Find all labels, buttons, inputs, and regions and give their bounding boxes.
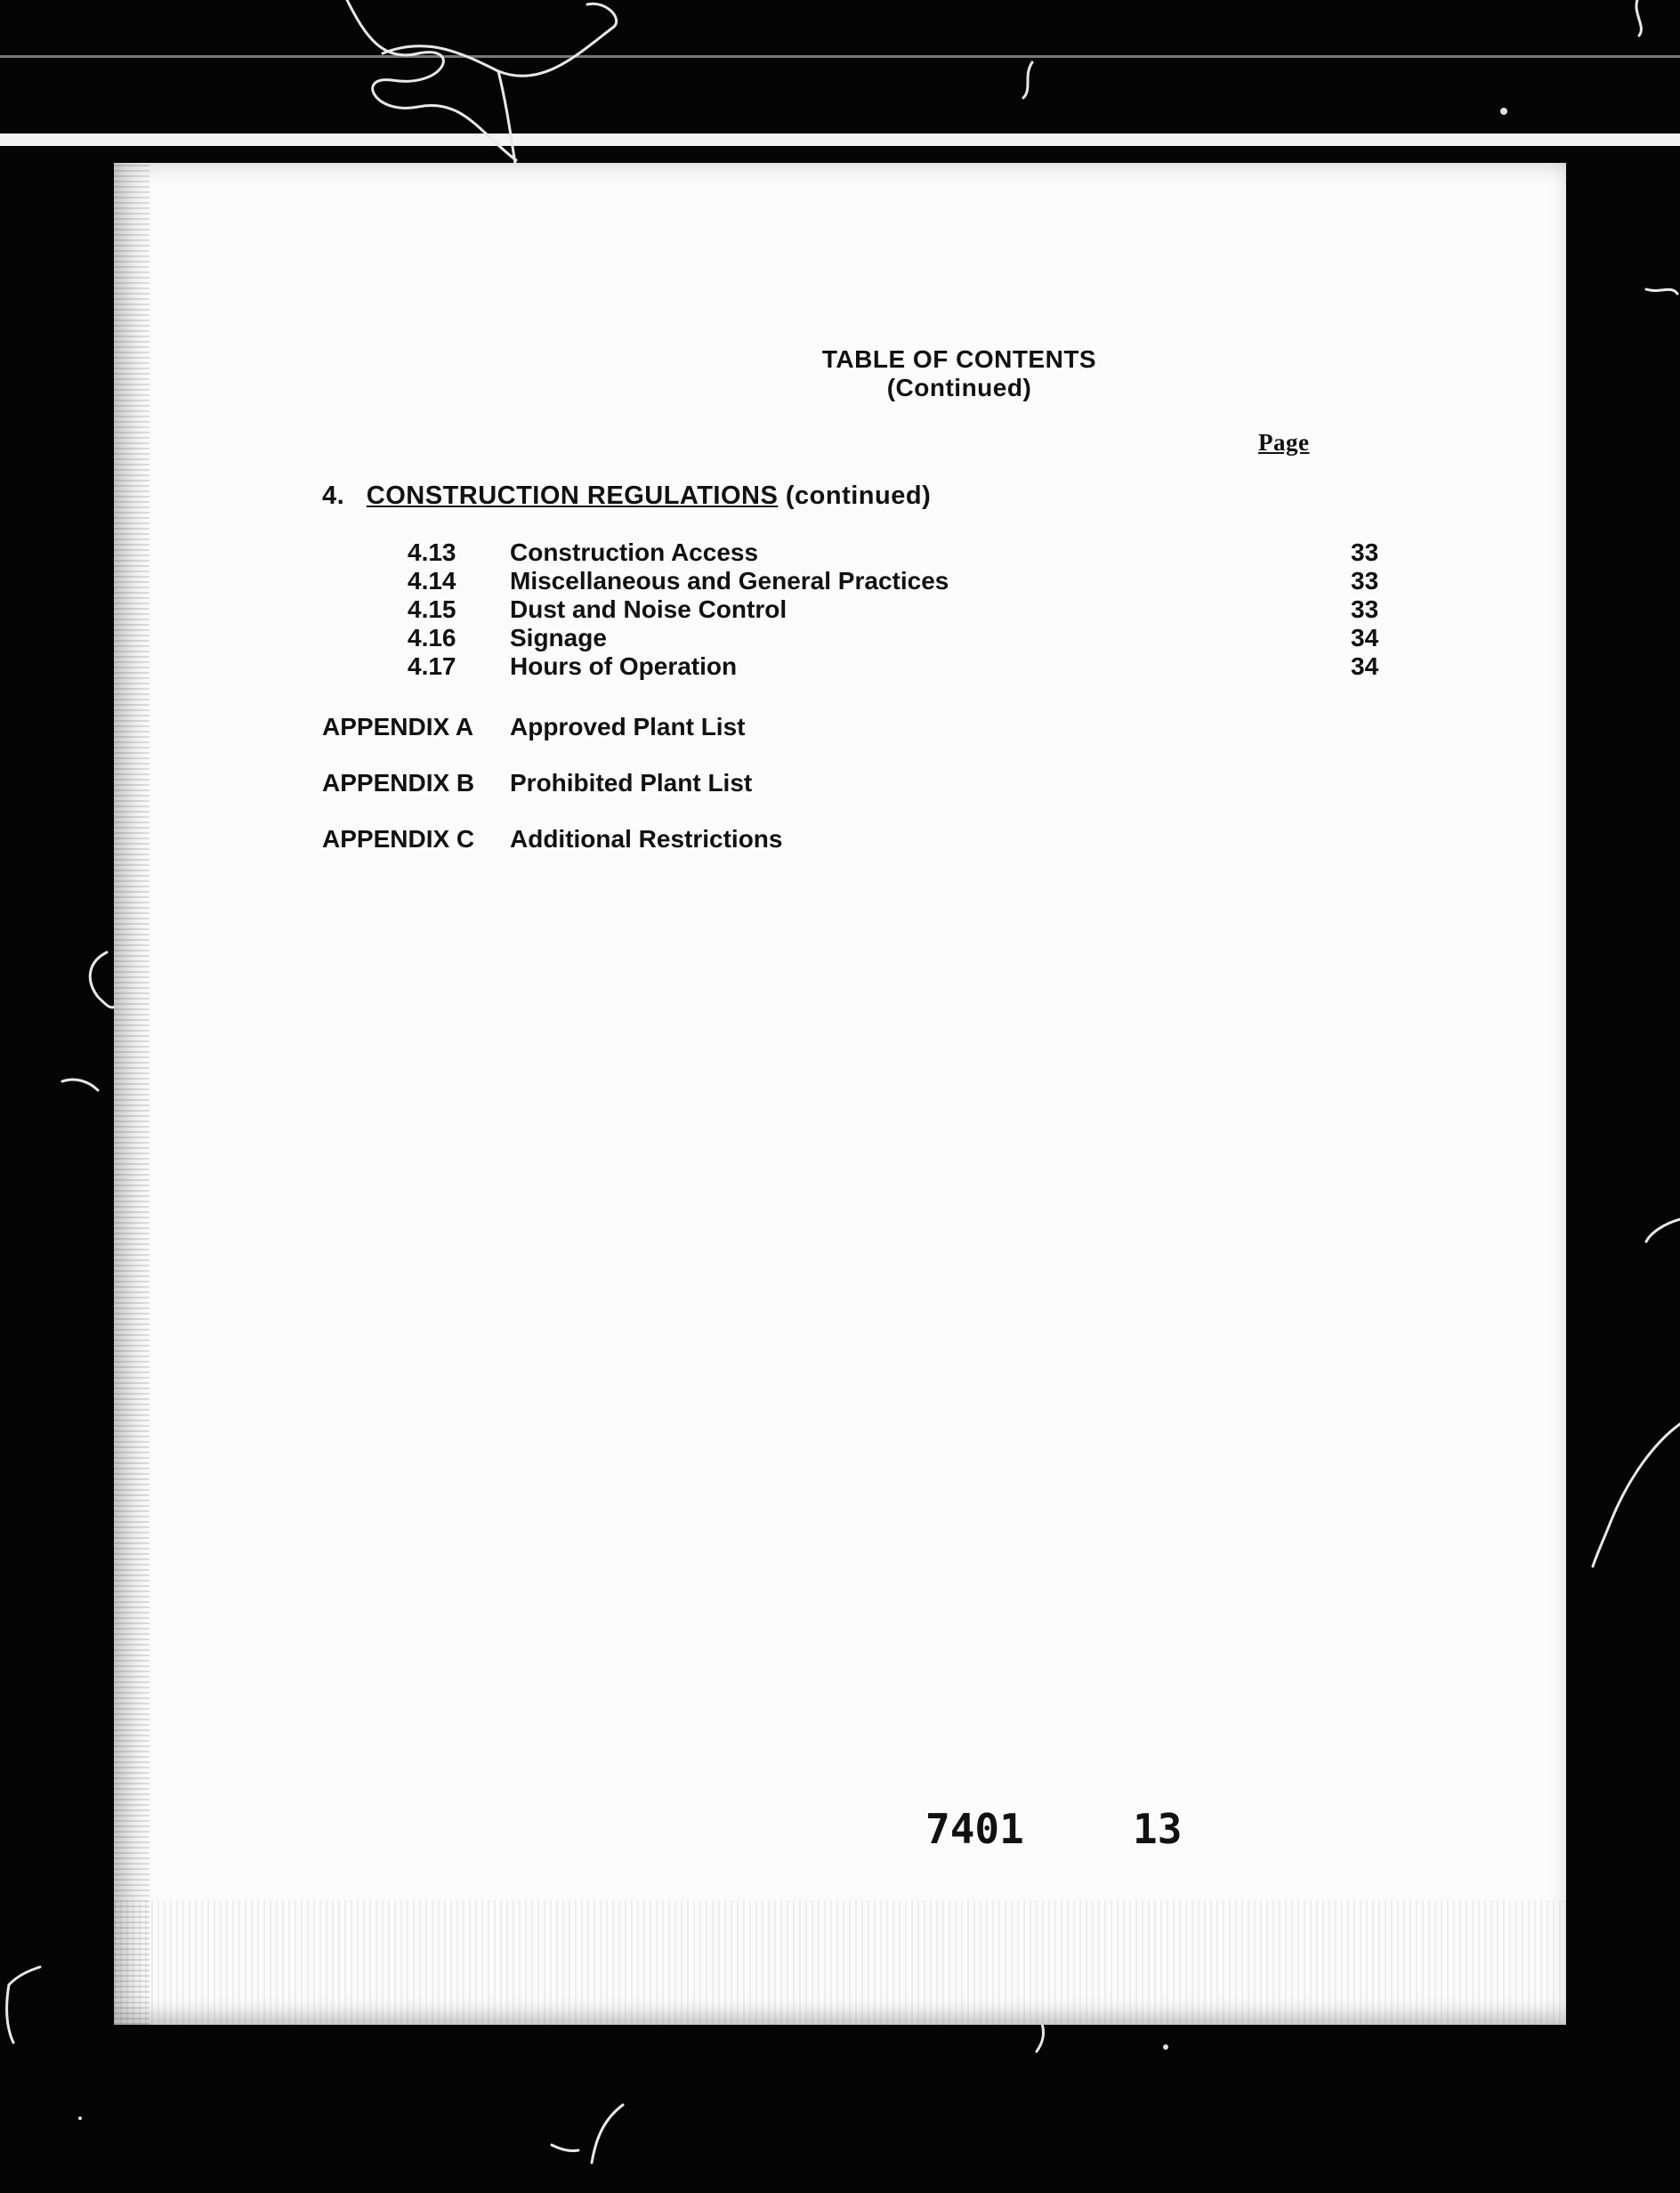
entry-number: 4.16	[408, 624, 456, 651]
scan-bottom-noise	[114, 1900, 1566, 2025]
document-stamp-number: 7401	[925, 1805, 1024, 1853]
section-suffix: (continued)	[785, 481, 932, 510]
toc-subtitle: (Continued)	[886, 374, 1032, 401]
toc-entry	[114, 538, 1566, 567]
entry-number: 4.15	[408, 595, 456, 623]
entry-title: Signage	[510, 624, 607, 651]
entry-number: 4.13	[408, 538, 456, 566]
document-page-number: 13	[1133, 1805, 1183, 1853]
entry-title: Hours of Operation	[510, 652, 738, 680]
appendix-label: APPENDIX B	[322, 769, 475, 797]
section-title: CONSTRUCTION REGULATIONS	[366, 481, 779, 510]
page-column-heading: Page	[1258, 429, 1310, 456]
toc-title: TABLE OF CONTENTS	[821, 345, 1097, 373]
appendix-title: Approved Plant List	[510, 713, 746, 740]
scan-edge-noise	[114, 163, 149, 2025]
toc-entry	[114, 567, 1566, 595]
toc-title-block	[692, 345, 1226, 402]
entry-page: 33	[1351, 538, 1379, 566]
appendix-label: APPENDIX C	[322, 825, 475, 853]
entry-number: 4.14	[408, 567, 456, 595]
entry-page: 33	[1351, 567, 1379, 595]
toc-entries	[114, 538, 1566, 681]
appendix-title: Additional Restrictions	[510, 825, 783, 853]
entry-page: 34	[1351, 652, 1379, 680]
section-heading	[322, 481, 931, 511]
document-page	[114, 163, 1566, 2025]
appendix-entry	[114, 713, 1566, 769]
toc-entry	[114, 652, 1566, 681]
toc-entry	[114, 595, 1566, 624]
appendix-entries	[114, 713, 1566, 881]
entry-page: 34	[1351, 624, 1379, 651]
appendix-title: Prohibited Plant List	[510, 769, 753, 797]
entry-number: 4.17	[408, 652, 456, 680]
section-number: 4.	[322, 481, 345, 510]
appendix-label: APPENDIX A	[322, 713, 474, 740]
entry-title: Construction Access	[510, 538, 759, 566]
entry-page: 33	[1351, 595, 1379, 623]
entry-title: Miscellaneous and General Practices	[510, 567, 949, 595]
appendix-entry	[114, 825, 1566, 881]
toc-entry	[114, 624, 1566, 652]
appendix-entry	[114, 769, 1566, 825]
entry-title: Dust and Noise Control	[510, 595, 788, 623]
